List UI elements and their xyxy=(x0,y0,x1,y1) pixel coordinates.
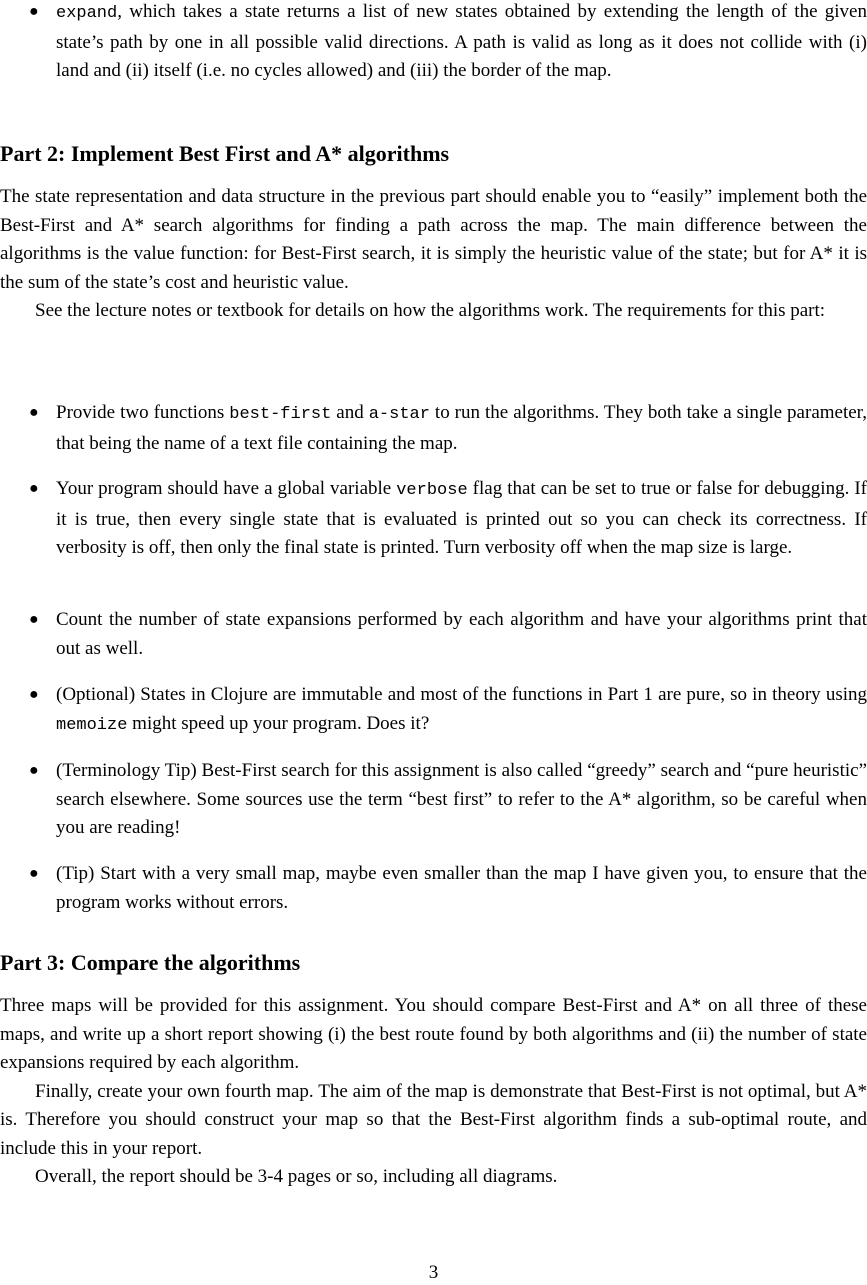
part3-paragraph-2: Finally, create your own fourth map. The aim of the map is demonstrate that Best-First is not optimal, but A* is. Therefore you should construct your map so that the Best-First algorithm finds a sub-optimal route, and include this in your report. xyxy=(0,1080,867,1159)
part2-paragraph-2: See the lecture notes or textbook for details on how the algorithms work. The requirements for this part: xyxy=(35,300,826,321)
page-number: 3 xyxy=(428,1262,439,1283)
expand-description: , which takes a state returns a list of new states obtained by extending the length of the given state’s path by one in all possible valid directions. A path is valid as long as it does not collide with (i) land and (ii) itself (i.e. no cycles allowed) and (iii) the border of the map. xyxy=(56,1,867,81)
code-verbose: verbose xyxy=(396,481,468,500)
list-item-functions xyxy=(0,399,867,458)
bullet-icon: ● xyxy=(29,3,39,20)
code-best-first: best-first xyxy=(229,405,332,424)
list-item-count xyxy=(0,606,867,663)
bullet-icon: ● xyxy=(29,404,39,421)
code-a-star: a-star xyxy=(368,405,430,424)
b4-text-pre: (Optional) States in Clojure are immutable and most of the functions in Part 1 are pure, so in theory using xyxy=(56,684,867,705)
list-item-memoize xyxy=(0,681,867,740)
bullet-icon: ● xyxy=(29,865,39,882)
list-item-expand xyxy=(0,0,867,86)
b1-text-post: to run the algorithms. They both take a single parameter, that being the name of a text file containing the map. xyxy=(56,402,867,454)
part3-heading: Part 3: Compare the algorithms xyxy=(0,950,301,975)
b3-text: Count the number of state expansions performed by each algorithm and have your algorithms print that out as well. xyxy=(56,609,867,659)
list-item-tip xyxy=(0,860,867,917)
part2-paragraph-1: The state representation and data structure in the previous part should enable you to “easily” implement both the Best-First and A* search algorithms for finding a path across the map. The main difference between the algorithms is the value function: for Best-First search, it is simply the heuristic value of the state; but for A* it is the sum of the state’s cost and heuristic value. xyxy=(0,186,867,293)
part3-paragraph-1: Three maps will be provided for this assignment. You should compare Best-First and A* on all three of these maps, and write up a short report showing (i) the best route found by both algorithms and (ii) the number of state expansions required by each algorithm. xyxy=(0,995,867,1073)
b6-text: (Tip) Start with a very small map, maybe even smaller than the map I have given you, to ensure that the program works without errors. xyxy=(56,863,867,913)
b5-text: (Terminology Tip) Best-First search for this assignment is also called “greedy” search and “pure heuristic” search elsewhere. Some sources use the term “best first” to refer to the A* algorithm, so be careful when you are reading! xyxy=(56,760,867,838)
b1-text-mid: and xyxy=(331,402,369,423)
b2-text-pre: Your program should have a global variable xyxy=(56,478,397,499)
b4-text-post: might speed up your program. Does it? xyxy=(127,712,430,734)
code-expand: expand xyxy=(56,4,118,23)
list-item-terminology xyxy=(0,757,867,843)
b2-text-post: flag that can be set to true or false for debugging. If it is true, then every single state that is evaluated is printed out so you can check its correctness. If verbosity is off, then only the final state is printed. Turn verbosity off when the map size is large. xyxy=(56,478,867,558)
code-memoize: memoize xyxy=(56,715,128,735)
bullet-icon: ● xyxy=(29,686,39,703)
bullet-icon: ● xyxy=(29,762,39,779)
part2-heading: Part 2: Implement Best First and A* algorithms xyxy=(0,141,450,166)
list-item-verbose xyxy=(0,475,867,563)
bullet-icon: ● xyxy=(29,480,39,497)
part3-paragraph-3: Overall, the report should be 3-4 pages or so, including all diagrams. xyxy=(35,1166,558,1187)
b1-text-pre: Provide two functions xyxy=(56,402,230,423)
bullet-icon: ● xyxy=(29,611,39,628)
